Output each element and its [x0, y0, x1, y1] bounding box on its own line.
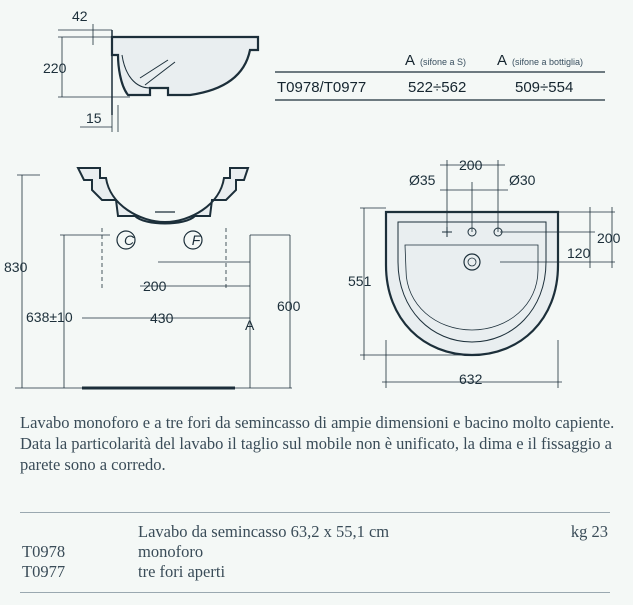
product-weight: kg 23 — [570, 522, 608, 541]
side-view-basin-profile — [112, 37, 258, 95]
description-paragraph-2: Data la particolarità del lavabo il taglio sul mobile non è unificato, la dima e il fissaggio a parete sono a corredo. — [20, 434, 612, 474]
table-row-value-1: 522÷562 — [408, 79, 467, 96]
front-view-basin — [78, 168, 248, 224]
size-table — [275, 52, 605, 100]
front-tap-spacing-label: 200 — [143, 278, 167, 294]
table-col-a1-letter: A — [405, 52, 416, 69]
top-depth-label: 551 — [348, 273, 372, 289]
divider-top — [20, 512, 610, 513]
top-view — [360, 160, 615, 388]
side-offset-label: 15 — [86, 110, 102, 126]
front-a-label: A — [245, 317, 255, 333]
product-list — [20, 520, 610, 590]
top-width-label: 632 — [459, 371, 483, 387]
hot-valve-label: F — [191, 232, 201, 248]
top-hole-35-label: Ø35 — [409, 172, 436, 188]
table-col-a2-letter: A — [497, 52, 508, 69]
top-hole-spacing-label: 200 — [459, 157, 483, 173]
table-col-a1-note: (sifone a S) — [420, 57, 467, 67]
table-col-a2-note: (sifone a bottiglia) — [512, 57, 584, 67]
top-back-120-label: 120 — [567, 245, 591, 261]
product-variant: monoforo — [138, 542, 204, 561]
description-paragraph-1: Lavabo monoforo e a tre fori da semincasso di ampie dimensioni e bacino molto capiente. — [20, 413, 615, 432]
side-height-label: 220 — [43, 60, 67, 76]
product-variant: tre fori aperti — [138, 562, 226, 581]
top-view-basin-outline — [386, 212, 558, 355]
top-hole-30-label: Ø30 — [509, 172, 536, 188]
front-outlet-width-label: 430 — [150, 310, 174, 326]
divider-bottom — [20, 592, 610, 593]
front-total-height-label: 830 — [4, 259, 28, 275]
front-rim-height-label: 600 — [277, 298, 301, 314]
product-code: T0978 — [22, 542, 66, 561]
product-title: Lavabo da semincasso 63,2 x 55,1 cm — [138, 522, 390, 541]
cold-valve-label: C — [123, 232, 135, 248]
front-outlet-height-label: 638±10 — [26, 309, 73, 325]
side-overhang-label: 42 — [72, 8, 88, 24]
table-row-value-2: 509÷554 — [515, 79, 574, 96]
table-row-model: T0978/T0977 — [277, 79, 367, 96]
description — [20, 412, 620, 475]
top-back-200-label: 200 — [597, 230, 621, 246]
product-code: T0977 — [22, 562, 66, 581]
